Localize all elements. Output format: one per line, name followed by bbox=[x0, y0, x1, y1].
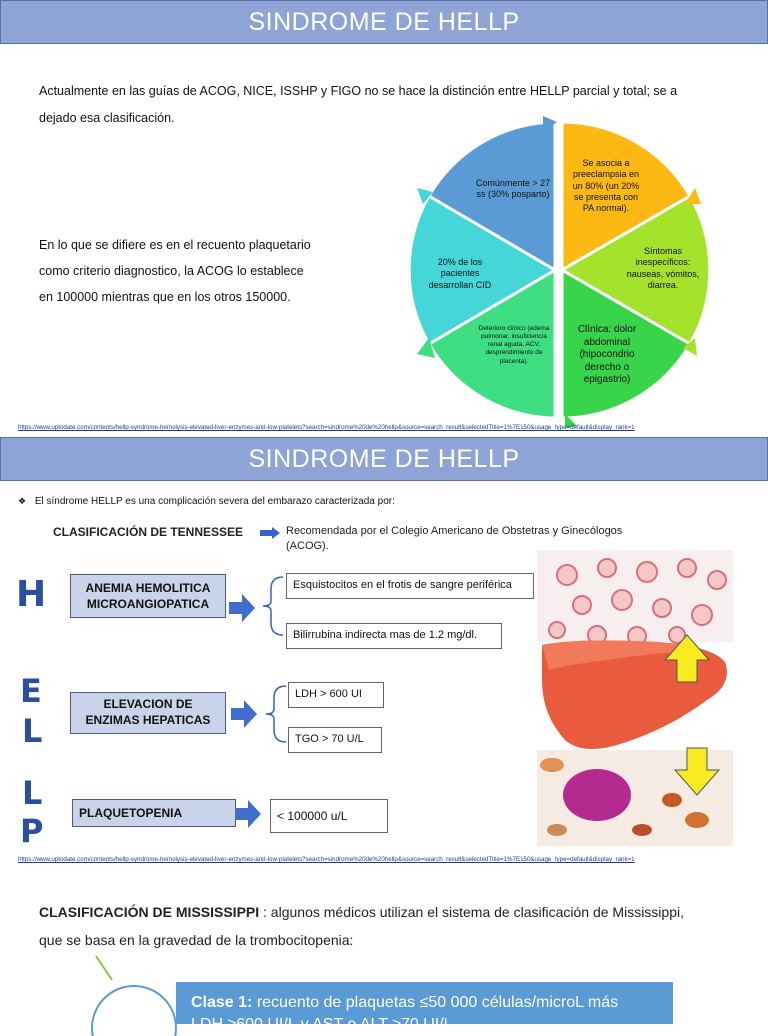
uptodate-link-2[interactable]: https://www.uptodate.com/contents/hellp-syndrome-hemolysis-elevated-liver-enzymes-and-low-platelets?search=sindrome%20de%20hellp&source=search_result&selectedTitle=1%7E150&usage_type=default&display_rank=1 bbox=[18, 856, 635, 863]
enzimas-box bbox=[70, 692, 226, 734]
clase1-box bbox=[176, 982, 673, 1033]
right-arrow-icon bbox=[260, 527, 280, 539]
platelet-line-3: en 100000 mientras que en los otros 150000. bbox=[39, 290, 291, 304]
pie-label-clinica: Clínica: dolor abdominal (hipocondrio derecho o epigastrio) bbox=[577, 324, 637, 385]
plaquetas-value-box: < 100000 u/L bbox=[270, 799, 388, 833]
mississippi-line-1 bbox=[39, 898, 684, 926]
enzimas-arrow-icon bbox=[231, 700, 257, 728]
anemia-brace bbox=[259, 575, 285, 637]
pie-label-deterioro: Deterioro clínico (edema pulmonar, insuficiencia renal aguda, ACV, desprendimiento de placenta). bbox=[478, 325, 550, 365]
anemia-line-1: ANEMIA HEMOLITICA bbox=[85, 581, 211, 595]
anemia-box bbox=[70, 574, 226, 618]
hellp-illustration-collage bbox=[537, 550, 733, 846]
letter-h: H bbox=[16, 574, 47, 615]
slide1-title: SINDROME DE HELLP bbox=[248, 8, 520, 36]
tgo-box: TGO > 70 U/L bbox=[288, 727, 382, 753]
anemia-line-2: MICROANGIOPATICA bbox=[86, 597, 210, 612]
bullet-line bbox=[18, 496, 395, 507]
mississippi-text: : algunos médicos utilizan el sistema de clasificación de Mississippi, bbox=[259, 904, 684, 920]
esquistocitos-box: Esquistocitos en el frotis de sangre periférica bbox=[286, 573, 534, 599]
mississippi-line-2: que se basa en la gravedad de la trombocitopenia: bbox=[39, 932, 354, 948]
slide1-title-banner bbox=[0, 0, 768, 44]
pie-label-cid: 20% de los pacientes desarrollan CID bbox=[428, 257, 492, 290]
pie-label-comunmente: Comúnmente > 27 ss (30% posparto) bbox=[475, 178, 551, 200]
intro-line-2: dejado esa clasificación. bbox=[39, 111, 175, 125]
plaquetopenia-box: PLAQUETOPENIA bbox=[72, 799, 236, 827]
platelet-line-1: En lo que se difiere es en el recuento plaquetario bbox=[39, 238, 311, 252]
diamond-bullet-icon: ❖ bbox=[18, 496, 27, 506]
tennessee-desc-line-1: Recomendada por el Colegio Americano de Obstetras y Ginecólogos bbox=[286, 525, 623, 537]
letter-l-1: L bbox=[22, 712, 43, 750]
clase1-circle-marker bbox=[88, 952, 188, 1024]
clase1-line-1 bbox=[191, 992, 673, 1014]
enzimas-line-1: ELEVACION DE bbox=[103, 697, 193, 711]
tennessee-desc-line-2: (ACOG). bbox=[286, 540, 329, 552]
mississippi-label: CLASIFICACIÓN DE MISSISSIPPI bbox=[39, 904, 260, 920]
letter-e: E bbox=[20, 672, 42, 710]
clase1-label: Clase 1: bbox=[191, 994, 253, 1011]
bullet-text: El síndrome HELLP es una complicación severa del embarazo caracterizada por: bbox=[34, 496, 395, 507]
platelet-line-2: como criterio diagnostico, la ACOG lo establece bbox=[39, 264, 304, 278]
uptodate-link-1[interactable]: https://www.uptodate.com/contents/hellp-syndrome-hemolysis-elevated-liver-enzymes-and-low-platelets?search=sindrome%20de%20hellp&source=search_result&selectedTitle=1%7E150&usage_type=default&display_rank=1 bbox=[18, 424, 635, 431]
pie-label-sintomas: Síntomas inespecíficos: nauseas, vómitos, diarrea. bbox=[626, 246, 700, 290]
enzimas-line-2: ENZIMAS HEPATICAS bbox=[85, 713, 211, 728]
clase1-text: recuento de plaquetas ≤50 000 células/microL más bbox=[252, 994, 619, 1011]
letter-p: P bbox=[20, 812, 44, 850]
intro-line-1: Actualmente en las guías de ACOG, NICE, ISSHP y FIGO no se hace la distinción entre HELLP parcial y total; se a bbox=[39, 84, 678, 98]
enzimas-brace bbox=[262, 684, 288, 744]
slide2-title-banner bbox=[0, 437, 768, 481]
mississippi-paragraph bbox=[39, 898, 684, 954]
tennessee-label: CLASIFICACIÓN DE TENNESSEE bbox=[53, 525, 244, 539]
clase1-line-2: LDH ≥600 UI/L y AST o ALT ≥70 UI/L bbox=[191, 1016, 453, 1033]
pie-label-preeclampsia: Se asocia a preeclampsia en un 80% (un 20% se presenta con PA normal). bbox=[572, 158, 640, 213]
plaquetopenia-arrow-icon bbox=[235, 800, 261, 828]
bilirrubina-box: Bilirrubina indirecta mas de 1.2 mg/dl. bbox=[286, 623, 502, 649]
letter-l-2: L bbox=[22, 774, 43, 812]
anemia-arrow-icon bbox=[229, 594, 255, 622]
ldh-box: LDH > 600 UI bbox=[288, 682, 384, 708]
slide2-title: SINDROME DE HELLP bbox=[248, 445, 520, 473]
